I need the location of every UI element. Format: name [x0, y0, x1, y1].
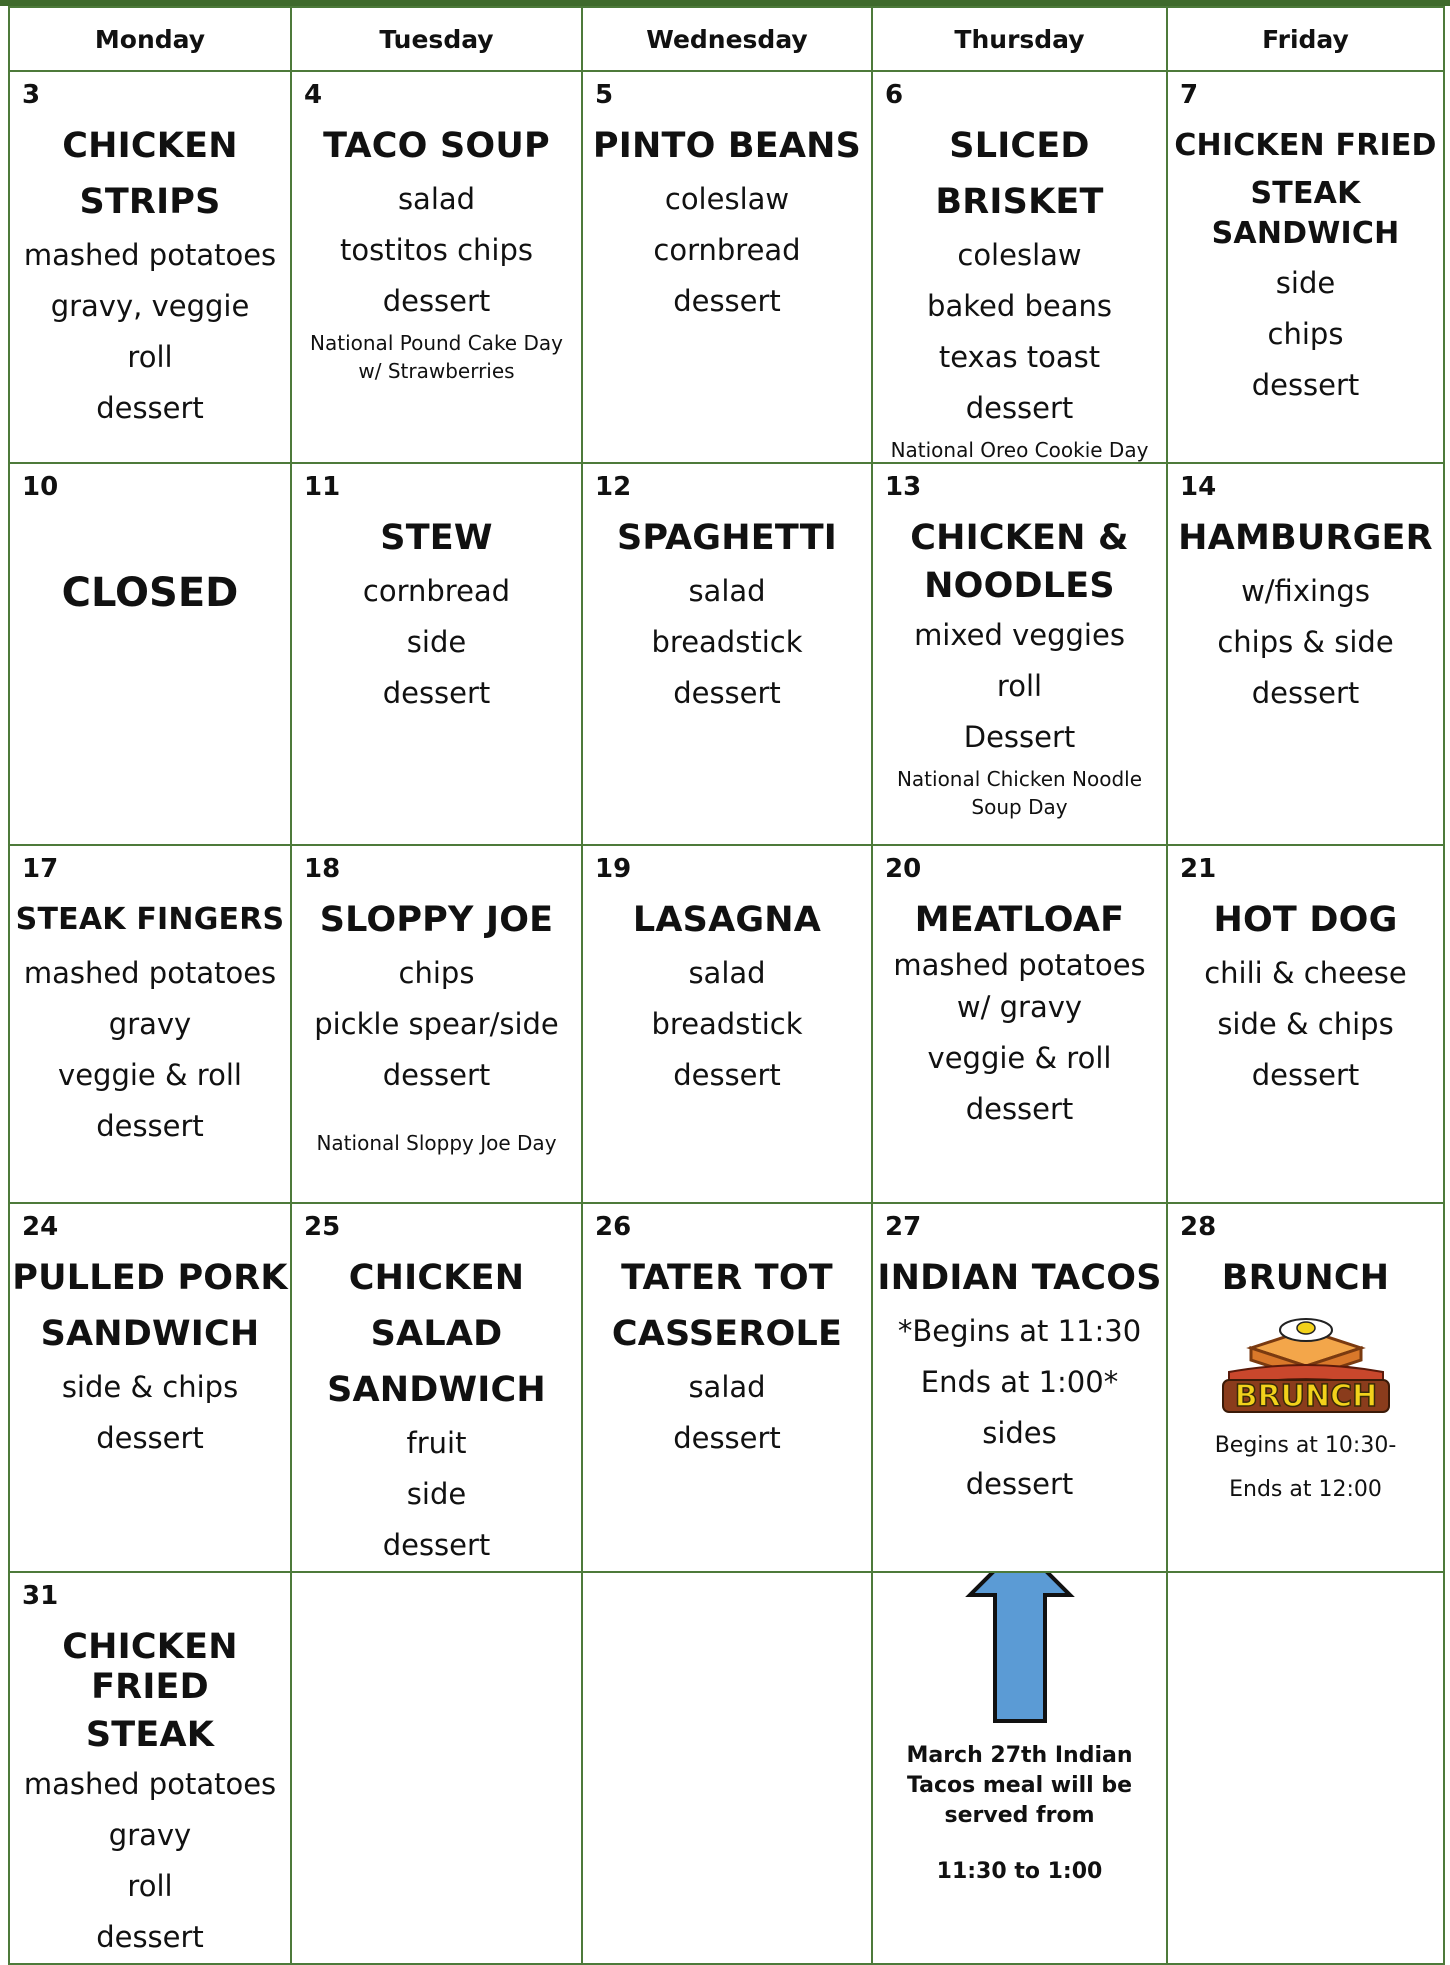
- main-dish: CHICKEN FRIED: [62, 1627, 238, 1707]
- calendar-week-row: [9, 463, 1444, 845]
- main-dish: TACO SOUP: [323, 126, 550, 166]
- side-item: breadstick: [651, 625, 803, 659]
- side-item: dessert: [382, 1058, 491, 1092]
- side-item: Ends at 1:00*: [920, 1365, 1119, 1399]
- day-cell-content: [583, 72, 871, 462]
- day-cell: [872, 1572, 1167, 1964]
- main-dish: PINTO BEANS: [592, 126, 862, 166]
- day-cell-content: [1168, 1573, 1443, 1963]
- menu-items: [10, 1204, 290, 1464]
- day-cell: [291, 1572, 582, 1964]
- menu-items: [583, 846, 871, 1101]
- date-number: 26: [595, 1212, 632, 1242]
- side-item: roll: [127, 1869, 173, 1903]
- date-number: 27: [885, 1212, 922, 1242]
- side-item: baked beans: [927, 289, 1112, 323]
- day-cell-content: [583, 464, 871, 844]
- side-item: *Begins at 11:30: [897, 1314, 1142, 1348]
- date-number: 17: [22, 854, 59, 884]
- date-number: 13: [885, 472, 922, 502]
- side-item: dessert: [965, 391, 1074, 425]
- header-tuesday: Tuesday: [291, 7, 582, 71]
- main-dish: PULLED PORK: [12, 1258, 288, 1298]
- day-cell-content: [873, 72, 1166, 462]
- day-cell: [1167, 845, 1444, 1203]
- date-number: 14: [1180, 472, 1217, 502]
- calendar-week-row: [9, 1572, 1444, 1964]
- main-dish: INDIAN TACOS: [877, 1258, 1162, 1298]
- date-number: 18: [304, 854, 341, 884]
- side-item: gravy: [108, 1818, 192, 1852]
- note-line: Ends at 12:00: [1229, 1477, 1382, 1502]
- menu-items: [1168, 464, 1443, 719]
- day-cell: [582, 1203, 872, 1572]
- note-line: Begins at 10:30-: [1214, 1433, 1397, 1458]
- day-cell-content: [873, 464, 1166, 844]
- side-item: breadstick: [651, 1007, 803, 1041]
- weekday-header-row: [9, 7, 1444, 71]
- menu-items: [1168, 1204, 1443, 1512]
- side-item: salad: [688, 574, 766, 608]
- side-item: cornbread: [653, 233, 801, 267]
- day-cell-content: [292, 464, 581, 844]
- special-note: [873, 767, 1166, 819]
- main-dish: CHICKEN &: [910, 518, 1129, 558]
- side-item: dessert: [382, 1528, 491, 1562]
- date-number: 20: [885, 854, 922, 884]
- side-item: chips & side: [1217, 625, 1394, 659]
- menu-items: [292, 1204, 581, 1571]
- side-item: pickle spear/side: [314, 1007, 559, 1041]
- side-item: texas toast: [938, 340, 1101, 374]
- menu-items: [10, 1573, 290, 1963]
- main-dish: STEAK FINGERS: [15, 902, 285, 937]
- menu-items: [873, 846, 1166, 1135]
- side-item: chips: [398, 956, 475, 990]
- calendar-week-row: [9, 1203, 1444, 1572]
- side-item: dessert: [673, 1421, 781, 1455]
- day-cell-content: [10, 1573, 290, 1963]
- day-cell-content: [292, 1573, 581, 1963]
- side-item: gravy: [108, 1007, 192, 1041]
- side-item: roll: [996, 669, 1043, 703]
- day-cell: [9, 1572, 291, 1964]
- date-number: 19: [595, 854, 632, 884]
- menu-items: [873, 464, 1166, 819]
- day-cell-content: [10, 1204, 290, 1571]
- side-item: side & chips: [1217, 1007, 1394, 1041]
- side-item: cornbread: [362, 574, 511, 608]
- side-item: w/ gravy: [956, 990, 1083, 1024]
- side-item: dessert: [382, 676, 491, 710]
- day-cell: [9, 845, 291, 1203]
- main-dish: STEAK: [85, 1715, 215, 1755]
- menu-items: [583, 464, 871, 719]
- note-line: Tacos meal will be: [906, 1773, 1133, 1798]
- menu-items: [292, 1573, 581, 1619]
- day-cell-content: [10, 846, 290, 1202]
- menu-items: [583, 1573, 871, 1619]
- day-cell: [1167, 1572, 1444, 1964]
- main-dish: SANDWICH: [40, 1314, 260, 1354]
- menu-items: [1168, 1573, 1443, 1619]
- special-note: [292, 331, 581, 383]
- menu-items: [873, 72, 1166, 462]
- side-item: veggie & roll: [58, 1058, 242, 1092]
- date-number: 11: [304, 472, 341, 502]
- main-dish: HAMBURGER: [1178, 518, 1433, 558]
- main-dish: CHICKEN STRIPS: [62, 126, 238, 222]
- main-dish: NOODLES: [924, 566, 1115, 606]
- date-number: 24: [22, 1212, 59, 1242]
- side-item: mashed potatoes: [23, 238, 277, 272]
- side-item: mashed potatoes: [893, 948, 1146, 982]
- side-item: dessert: [673, 1058, 781, 1092]
- day-cell-content: [1168, 1204, 1443, 1571]
- lunch-menu-calendar: [8, 6, 1445, 1965]
- day-cell: [582, 463, 872, 845]
- day-cell: [291, 463, 582, 845]
- day-cell: [291, 71, 582, 463]
- note-line: March 27th Indian: [906, 1743, 1133, 1768]
- main-dish: CHICKEN SALAD: [348, 1258, 525, 1354]
- side-item: side & chips: [61, 1370, 239, 1404]
- day-cell: [582, 1572, 872, 1964]
- side-item: dessert: [673, 676, 781, 710]
- date-number: 12: [595, 472, 632, 502]
- side-item: fruit: [406, 1426, 467, 1460]
- side-item: Dessert: [963, 720, 1076, 754]
- note-line: served from: [944, 1803, 1095, 1828]
- day-cell: [9, 463, 291, 845]
- day-cell-content: [292, 1204, 581, 1571]
- day-cell-content: [873, 846, 1166, 1202]
- main-dish: STEW: [380, 518, 493, 558]
- main-dish: SANDWICH: [327, 1370, 546, 1410]
- day-cell-content: [292, 72, 581, 462]
- menu-items: [10, 846, 290, 1152]
- indian-tacos-time: 11:30 to 1:00: [936, 1859, 1103, 1884]
- menu-items: [292, 846, 581, 1155]
- menu-items: [583, 72, 871, 327]
- day-cell: [872, 463, 1167, 845]
- main-dish: LASAGNA: [632, 900, 822, 940]
- day-cell-content: [10, 72, 290, 462]
- side-item: dessert: [965, 1467, 1074, 1501]
- side-item: dessert: [382, 284, 491, 318]
- date-number: 31: [22, 1581, 59, 1611]
- header-thursday: Thursday: [872, 7, 1167, 71]
- date-number: 3: [22, 80, 41, 110]
- side-item: dessert: [1251, 1058, 1360, 1092]
- calendar-week-row: [9, 845, 1444, 1203]
- main-dish: MEATLOAF: [914, 900, 1125, 940]
- side-item: chips: [1267, 317, 1344, 351]
- day-cell-content: [873, 1573, 1166, 1963]
- side-item: dessert: [96, 1920, 204, 1954]
- date-number: 28: [1180, 1212, 1217, 1242]
- note-line: w/ Strawberries: [358, 359, 515, 383]
- up-arrow-icon: [873, 1573, 1168, 1733]
- side-item: veggie & roll: [927, 1041, 1112, 1075]
- menu-items: [1168, 846, 1443, 1101]
- menu-items: [10, 72, 290, 434]
- main-dish: CHICKEN FRIED: [1174, 128, 1437, 163]
- side-item: salad: [397, 182, 476, 216]
- main-dish: SLICED BRISKET: [935, 126, 1104, 222]
- side-item: dessert: [96, 391, 204, 425]
- note-line: National Sloppy Joe Day: [316, 1131, 557, 1155]
- header-friday: Friday: [1167, 7, 1444, 71]
- note-line: National Chicken Noodle: [896, 767, 1143, 791]
- date-number: 21: [1180, 854, 1217, 884]
- header-monday: Monday: [9, 7, 291, 71]
- side-item: coleslaw: [664, 182, 790, 216]
- day-cell: [582, 71, 872, 463]
- date-number: 6: [885, 80, 904, 110]
- day-cell-content: [583, 1204, 871, 1571]
- side-item: dessert: [965, 1092, 1074, 1126]
- day-cell: [291, 1203, 582, 1572]
- menu-items: [873, 1204, 1166, 1510]
- date-number: 10: [22, 472, 59, 502]
- menu-items: [292, 464, 581, 719]
- date-number: 5: [595, 80, 614, 110]
- side-item: side: [1275, 266, 1336, 300]
- day-cell-content: [1168, 846, 1443, 1202]
- menu-items: [583, 1204, 871, 1464]
- menu-items: [292, 72, 581, 383]
- note-line: National Oreo Cookie Day: [890, 438, 1149, 462]
- special-note: [873, 438, 1166, 462]
- side-item: mashed potatoes: [23, 1767, 277, 1801]
- side-item: mixed veggies: [914, 618, 1125, 652]
- side-item: dessert: [1251, 676, 1360, 710]
- header-wednesday: Wednesday: [582, 7, 872, 71]
- day-cell: [872, 845, 1167, 1203]
- side-item: dessert: [96, 1109, 204, 1143]
- day-cell: [1167, 71, 1444, 463]
- side-item: salad: [688, 1370, 766, 1404]
- note-line: National Pound Cake Day: [310, 331, 563, 355]
- indian-tacos-note: [873, 1741, 1166, 1831]
- day-cell-content: [583, 1573, 871, 1963]
- side-item: coleslaw: [957, 238, 1082, 272]
- day-cell: [1167, 463, 1444, 845]
- main-dish: SLOPPY JOE: [319, 900, 554, 940]
- day-cell: [872, 1203, 1167, 1572]
- side-item: mashed potatoes: [23, 956, 277, 990]
- day-cell: [9, 71, 291, 463]
- day-cell-content: [1168, 72, 1443, 462]
- day-cell-content: [873, 1204, 1166, 1571]
- day-cell-content: [292, 846, 581, 1202]
- side-item: roll: [127, 340, 173, 374]
- day-cell-content: [1168, 464, 1443, 844]
- date-number: 4: [304, 80, 323, 110]
- side-item: side: [406, 625, 467, 659]
- main-dish: HOT DOG: [1213, 900, 1398, 940]
- special-note: [1168, 1424, 1443, 1512]
- main-dish: TATER TOT: [621, 1258, 833, 1298]
- side-item: sides: [982, 1416, 1057, 1450]
- special-note: [292, 1131, 581, 1155]
- side-item: chili & cheese: [1204, 956, 1407, 990]
- date-number: 7: [1180, 80, 1199, 110]
- day-cell: [872, 71, 1167, 463]
- menu-items: [1168, 72, 1443, 411]
- main-dish: STEAK SANDWICH: [1211, 176, 1400, 251]
- day-cell: [582, 845, 872, 1203]
- day-cell: [9, 1203, 291, 1572]
- side-item: salad: [688, 956, 766, 990]
- side-item: dessert: [673, 284, 781, 318]
- day-cell-content: [583, 846, 871, 1202]
- day-cell-content: [10, 464, 290, 844]
- closed-label: CLOSED: [61, 570, 239, 616]
- day-cell: [1167, 1203, 1444, 1572]
- side-item: dessert: [1251, 368, 1360, 402]
- side-item: tostitos chips: [340, 233, 533, 267]
- note-line: Soup Day: [971, 795, 1068, 819]
- main-dish: SPAGHETTI: [616, 518, 838, 558]
- brunch-logo-icon: [1211, 1308, 1401, 1418]
- side-item: w/fixings: [1241, 574, 1370, 608]
- calendar-week-row: [9, 71, 1444, 463]
- main-dish: BRUNCH: [1221, 1258, 1390, 1298]
- side-item: gravy, veggie: [50, 289, 250, 323]
- side-item: side: [406, 1477, 467, 1511]
- svg-text:BRUNCH: BRUNCH: [1234, 1379, 1377, 1414]
- side-item: dessert: [96, 1421, 204, 1455]
- day-cell: [291, 845, 582, 1203]
- main-dish: CASSEROLE: [611, 1314, 843, 1354]
- date-number: 25: [304, 1212, 341, 1242]
